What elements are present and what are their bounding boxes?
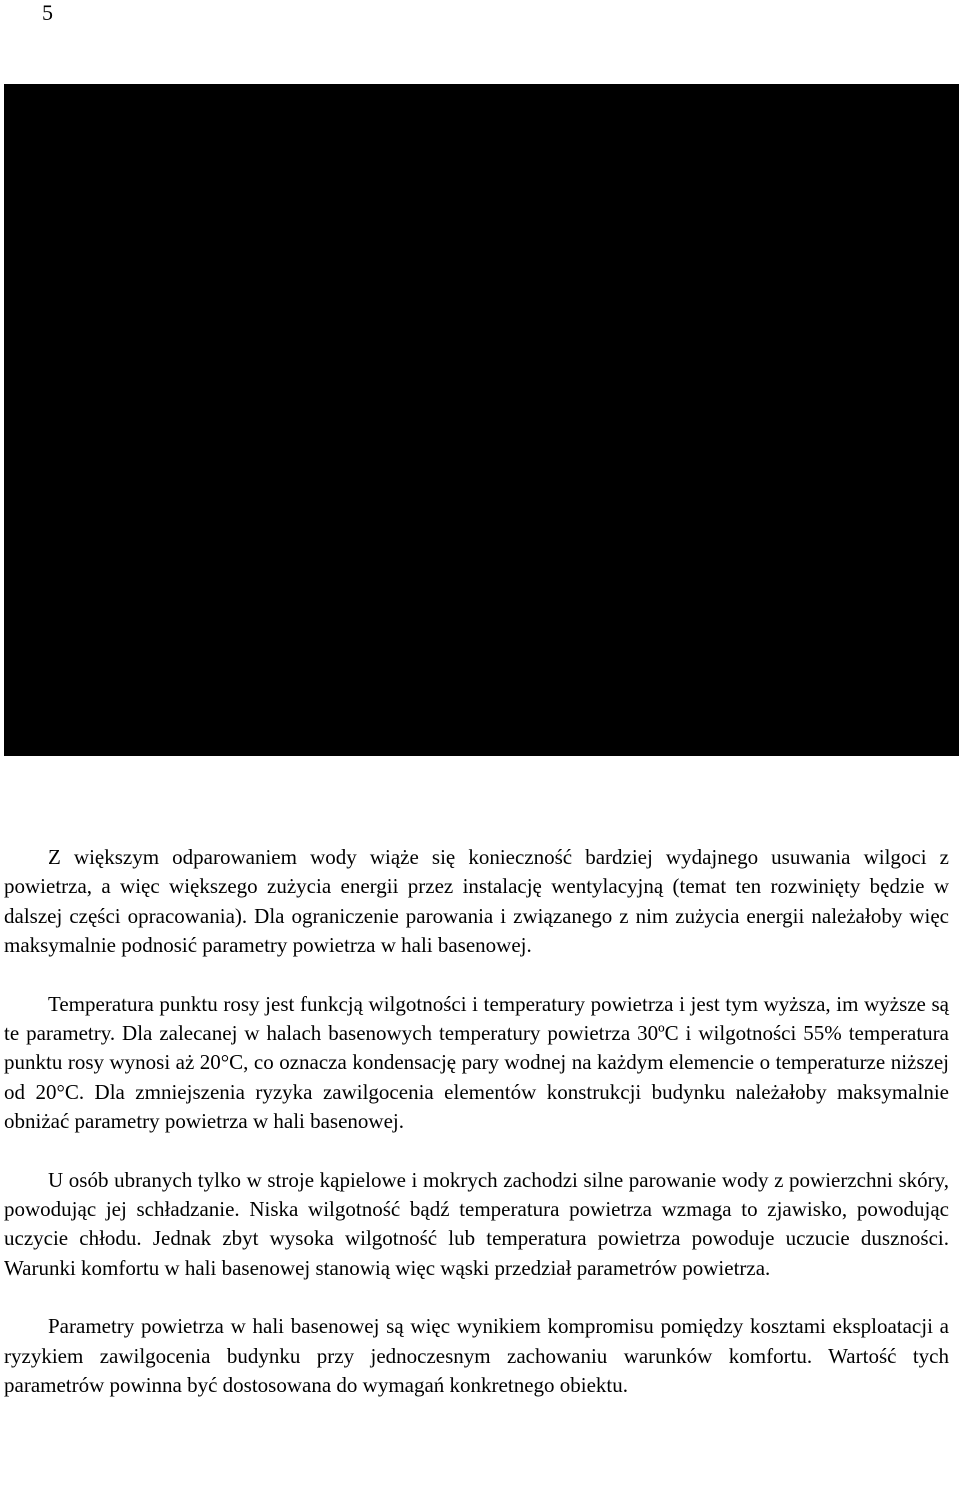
page-number: 5 xyxy=(42,0,53,25)
paragraph-dew-point: Temperatura punktu rosy jest funkcją wilgotności i temperatury powietrza i jest tym wyższa, im wyższe są te parametry. Dla zalecanej w halach basenowych temperatury powietrza 30ºC i wilgotności 55% temperatura punktu rosy wynosi aż 20°C, co oznacza kondensację pary wodnej na każdym elemencie o temperaturze niższej od 20°C. Dla zmniejszenia ryzyka zawilgocenia elementów konstrukcji budynku należałoby maksymalnie obniżać parametry powietrza w hali basenowej. xyxy=(4,991,949,1134)
blacked-out-figure xyxy=(4,84,959,756)
paragraph-compromise: Parametry powietrza w hali basenowej są więc wynikiem kompromisu pomiędzy kosztami eksploatacji a ryzykiem zawilgocenia budynku przy jednoczesnym zachowaniu warunków komfortu. Wartość tych parametrów powinna być dostosowana do wymagań konkretnego obiektu. xyxy=(4,1314,949,1398)
paragraph-comfort: U osób ubranych tylko w stroje kąpielowe i mokrych zachodzi silne parowanie wody z powierzchni skóry, powodując jej schładzanie. Niska wilgotność bądź temperatura powietrza wzmaga to zjawisko, powodując uczycie chłodu. Jednak zbyt wysoka wilgotność lub temperatura powietrza powoduje uczucie duszności. Warunki komfortu w hali basenowej stanowią więc wąski przedział parametrów powietrza. xyxy=(4,1167,949,1280)
paragraph-evaporation: Z większym odparowaniem wody wiąże się konieczność bardziej wydajnego usuwania wilgoci z powietrza, a więc większego zużycia energii przez instalację wentylacyjną (temat ten rozwinięty będzie w dalszej części opracowania). Dla ograniczenie parowania i związanego z nim zużycia energii należałoby więc maksymalnie podnosić parametry powietrza w hali basenowej. xyxy=(4,845,949,958)
document-body xyxy=(4,843,949,1401)
